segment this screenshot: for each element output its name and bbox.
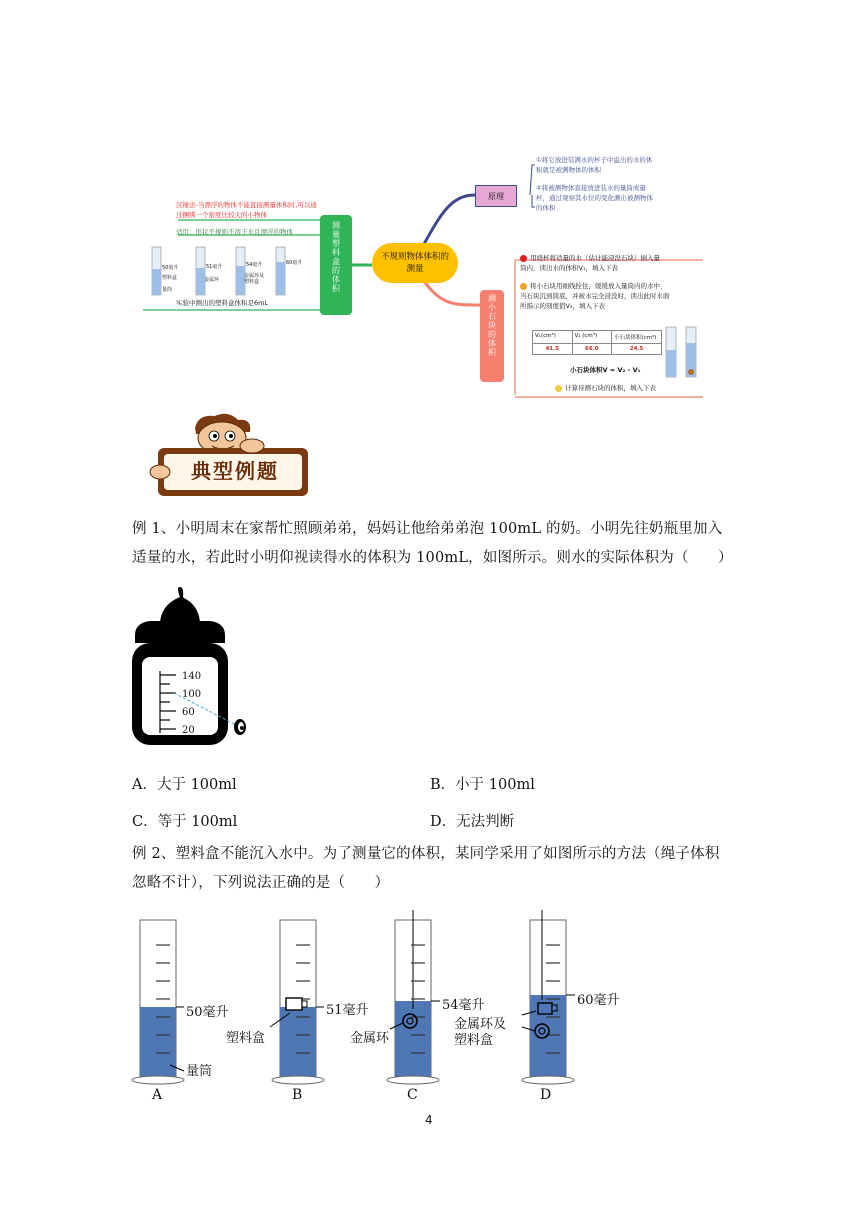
mini-label-ring-box: 金属环及塑料盒	[244, 273, 265, 285]
table-header-v2: V₂ (cm³)	[573, 331, 613, 343]
table-header-v1: V₁(cm³)	[533, 331, 573, 343]
table-header-volume: 小石块体积(cm³)	[614, 335, 657, 341]
label-a: 量筒	[186, 1064, 213, 1079]
baby-bottle-icon	[130, 585, 260, 750]
reading-c: 54毫升	[442, 998, 485, 1013]
step-1-marker-icon	[520, 255, 527, 262]
stone-step-1: 用烧杯将适量的水（估计能浸没石块）倒入量筒内，读出水的体积V₁，填入下表	[520, 254, 660, 272]
cylinder-id-a: A	[152, 1087, 163, 1103]
box-result: 实验中测出的塑料盒体积是6mL	[176, 299, 269, 307]
scale-140: 140	[182, 671, 202, 682]
scale-20: 20	[182, 725, 195, 736]
box-sink-method: 沉锤法-当漂浮的物体不能直接测量体积时,可以通过捆绑一个密度比较大的小物体	[176, 201, 317, 219]
question-1-text: 例 1、小明周末在家帮忙照顾弟弟，妈妈让他给弟弟泡 100mL 的奶。小明先往奶瓶里加入适量的水，若此时小明仰视读得水的体积为 100mL，如图所示。则水的实际体积为（ ）	[132, 521, 733, 566]
banner-title: 典型例题	[191, 459, 279, 483]
typical-examples-banner	[140, 410, 315, 500]
table-value-v1: 41.5	[533, 344, 573, 354]
box-applicable: 适用：形状不规则不溶于水且漂浮的物体	[176, 228, 293, 236]
principle-title: 原理	[488, 191, 504, 201]
reading-d: 60毫升	[577, 993, 620, 1008]
mini-label-50: 50毫升	[162, 265, 179, 271]
scale-100: 100	[182, 689, 202, 700]
table-value-volume: 24.5	[629, 346, 644, 352]
mini-label-51: 51毫升	[206, 264, 223, 270]
stone-formula: 小石块体积V = V₂ - V₁	[570, 366, 641, 374]
stone-step-3: 计算待测石块的体积，填入下表	[555, 383, 695, 393]
label-d: 金属环及 塑料盒	[454, 1017, 507, 1048]
baby-bottle-figure	[130, 585, 260, 750]
mindmap-center-node	[372, 243, 458, 283]
principle-item-2: ②将被测物体直接放进装水的量筒或量杯，通过观察其水位的变化测出被测物体的体积	[536, 184, 653, 212]
label-c: 金属环	[350, 1031, 390, 1046]
table-value-v2: 66.0	[573, 344, 613, 354]
cylinder-id-b: B	[292, 1087, 303, 1103]
question-2-text: 例 2、塑料盒不能沉入水中。为了测量它的体积，某同学采用了如图所示的方法（绳子体积忽略不计），下列说法正确的是（ ）	[132, 846, 720, 891]
cylinders-figure	[120, 905, 680, 1105]
scale-60: 60	[182, 707, 195, 718]
label-b: 塑料盒	[226, 1031, 266, 1046]
reading-a: 50毫升	[186, 1005, 229, 1020]
cylinder-id-c: C	[407, 1087, 418, 1103]
q1-option-c[interactable]: C．等于 100ml	[132, 814, 238, 830]
stone-title: 测小石块的体积	[487, 294, 497, 357]
mini-label-60: 60毫升	[286, 260, 303, 266]
box-node	[320, 215, 352, 315]
principle-node	[475, 185, 517, 207]
mindmap	[140, 145, 715, 405]
q1-option-b[interactable]: B．小于 100ml	[430, 777, 535, 793]
mini-label-cylinder: 量筒	[162, 287, 173, 293]
step-2-marker-icon	[520, 283, 527, 290]
mini-label-54: 54毫升	[246, 262, 263, 268]
cylinder-id-d: D	[540, 1087, 552, 1103]
box-title: 测量塑料盒的体积	[331, 221, 341, 293]
stone-node	[480, 290, 504, 382]
stone-cylinders-icon	[662, 325, 702, 380]
stone-table	[532, 330, 662, 355]
q1-option-a[interactable]: A．大于 100ml	[132, 777, 237, 793]
step-3-marker-icon	[555, 385, 562, 392]
stone-step-2: 将小石块用细线拴住，缓缓放入量筒内的水中，当石块沉到筒底，并被水完全浸没时，读出此时水面所指示的刻度值V₂，填入下表	[520, 282, 670, 310]
q1-option-d[interactable]: D．无法判断	[430, 814, 515, 830]
mini-label-ring: 金属环	[204, 277, 220, 283]
reading-b: 51毫升	[326, 1003, 369, 1018]
mini-label-box: 塑料盒	[162, 275, 178, 281]
principle-item-1: ①将它放进装满水的杯子中溢出的水的体积就是被测物体的体积	[536, 156, 653, 174]
page-number: 4	[425, 1113, 433, 1127]
mindmap-center-label: 不规则物体体积的测量	[380, 252, 449, 274]
